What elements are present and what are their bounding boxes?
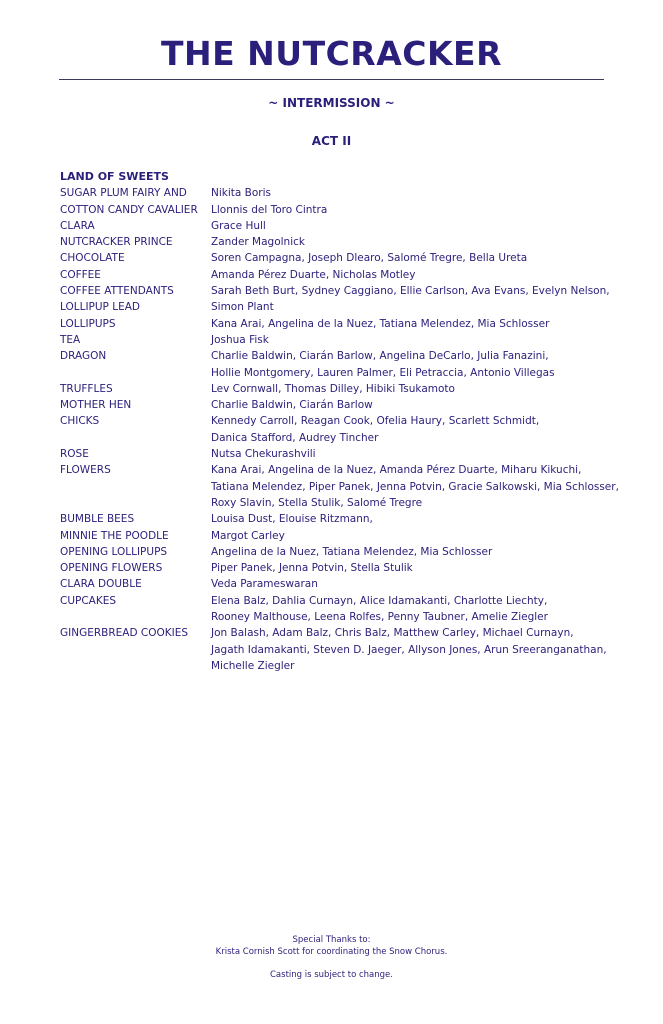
- performer-names: [211, 462, 620, 511]
- cast-row: [60, 576, 620, 592]
- performer-line: Charlie Baldwin, Ciarán Barlow: [211, 399, 373, 412]
- performer-line: Angelina de la Nuez, Tatiana Melendez, Mia Schlosser: [211, 545, 493, 558]
- role-name: DRAGON: [60, 350, 107, 363]
- page-title: THE NUTCRACKER: [161, 34, 502, 73]
- special-thanks-heading: Special Thanks to:: [292, 935, 371, 945]
- cast-row: [60, 218, 620, 234]
- performer-line: Grace Hull: [211, 219, 266, 232]
- performer-names: [211, 625, 620, 674]
- performer-names: [211, 202, 620, 218]
- role-name: COFFEE: [60, 268, 101, 281]
- performer-line: Hollie Montgomery, Lauren Palmer, Eli Petraccia, Antonio Villegas: [211, 366, 555, 379]
- performer-line: Piper Panek, Jenna Potvin, Stella Stulik: [211, 562, 413, 575]
- role-name: BUMBLE BEES: [60, 513, 135, 526]
- cast-row: [60, 446, 620, 462]
- performer-line: Kana Arai, Angelina de la Nuez, Amanda Pérez Duarte, Miharu Kikuchi,: [211, 464, 582, 477]
- intermission-heading: ~ INTERMISSION ~: [268, 96, 395, 110]
- role-name: CHICKS: [60, 415, 100, 428]
- performer-names: [211, 593, 620, 626]
- cast-row: [60, 462, 620, 511]
- role-name: CHOCOLATE: [60, 252, 125, 265]
- role-name: LOLLIPUPS: [60, 317, 116, 330]
- performer-names: [211, 316, 620, 332]
- performer-line: Michelle Ziegler: [211, 659, 295, 672]
- title-divider: [59, 79, 604, 80]
- cast-row: [60, 511, 620, 527]
- performer-line: Lev Cornwall, Thomas Dilley, Hibiki Tsukamoto: [211, 382, 455, 395]
- performer-names: [211, 348, 620, 381]
- role-name: COFFEE ATTENDANTS: [60, 285, 174, 298]
- performer-names: [211, 267, 620, 283]
- performer-names: [211, 381, 620, 397]
- performer-line: Veda Parameswaran: [211, 578, 318, 591]
- performer-line: Rooney Malthouse, Leena Rolfes, Penny Taubner, Amelie Ziegler: [211, 611, 548, 624]
- performer-names: [211, 397, 620, 413]
- footer: [0, 934, 663, 981]
- cast-row: [60, 381, 620, 397]
- cast-row: [60, 234, 620, 250]
- role-name: FLOWERS: [60, 464, 111, 477]
- role-name: TRUFFLES: [60, 382, 113, 395]
- cast-row: [60, 528, 620, 544]
- performer-names: [211, 576, 620, 592]
- role-name: ROSE: [60, 448, 89, 461]
- performer-line: Kana Arai, Angelina de la Nuez, Tatiana Melendez, Mia Schlosser: [211, 317, 550, 330]
- casting-disclaimer: Casting is subject to change.: [270, 970, 393, 980]
- cast-row: [60, 348, 620, 381]
- performer-names: [211, 185, 620, 201]
- performer-line: Jagath Idamakanti, Steven D. Jaeger, Allyson Jones, Arun Sreeranganathan,: [211, 643, 607, 656]
- performer-line: Amanda Pérez Duarte, Nicholas Motley: [211, 268, 416, 281]
- role-name: CLARA: [60, 219, 95, 232]
- performer-names: [211, 299, 620, 315]
- cast-row: [60, 283, 620, 299]
- role-name: MOTHER HEN: [60, 399, 132, 412]
- performer-line: Zander Magolnick: [211, 236, 305, 249]
- cast-row: [60, 413, 620, 446]
- performer-names: [211, 560, 620, 576]
- role-name: GINGERBREAD COOKIES: [60, 627, 189, 640]
- role-name: NUTCRACKER PRINCE: [60, 236, 173, 249]
- role-name: OPENING FLOWERS: [60, 562, 163, 575]
- performer-names: [211, 544, 620, 560]
- act-heading: ACT II: [311, 134, 352, 148]
- cast-row: [60, 185, 620, 201]
- cast-row: [60, 299, 620, 315]
- performer-line: Nikita Boris: [211, 187, 271, 200]
- performer-line: Tatiana Melendez, Piper Panek, Jenna Potvin, Gracie Salkowski, Mia Schlosser,: [211, 480, 619, 493]
- role-name: COTTON CANDY CAVALIER: [60, 203, 198, 216]
- role-name: OPENING LOLLIPUPS: [60, 545, 168, 558]
- performer-line: Soren Campagna, Joseph Dlearo, Salomé Tregre, Bella Ureta: [211, 252, 528, 265]
- performer-line: Danica Stafford, Audrey Tincher: [211, 431, 379, 444]
- performer-names: [211, 511, 620, 527]
- special-thanks-line: Krista Cornish Scott for coordinating the Snow Chorus.: [215, 947, 448, 957]
- cast-row: [60, 250, 620, 266]
- performer-line: Nutsa Chekurashvili: [211, 448, 316, 461]
- performer-line: Jon Balash, Adam Balz, Chris Balz, Matthew Carley, Michael Curnayn,: [211, 627, 574, 640]
- role-name: LOLLIPUP LEAD: [60, 301, 140, 314]
- performer-line: Kennedy Carroll, Reagan Cook, Ofelia Haury, Scarlett Schmidt,: [211, 415, 540, 428]
- performer-names: [211, 283, 620, 299]
- performer-names: [211, 218, 620, 234]
- performer-names: [211, 446, 620, 462]
- role-name: SUGAR PLUM FAIRY AND: [60, 187, 187, 200]
- performer-names: [211, 234, 620, 250]
- role-name: CUPCAKES: [60, 594, 117, 607]
- role-name: TEA: [60, 333, 81, 346]
- performer-line: Roxy Slavin, Stella Stulik, Salomé Tregre: [211, 496, 423, 509]
- performer-line: Llonnis del Toro Cintra: [211, 203, 328, 216]
- performer-line: Simon Plant: [211, 301, 274, 314]
- performer-line: Sarah Beth Burt, Sydney Caggiano, Ellie Carlson, Ava Evans, Evelyn Nelson,: [211, 285, 610, 298]
- performer-line: Charlie Baldwin, Ciarán Barlow, Angelina DeCarlo, Julia Fanazini,: [211, 350, 549, 363]
- cast-row: [60, 316, 620, 332]
- cast-rows: [60, 185, 620, 674]
- performer-names: [211, 413, 620, 446]
- performer-line: Elena Balz, Dahlia Curnayn, Alice Idamakanti, Charlotte Liechty,: [211, 594, 548, 607]
- cast-row: [60, 397, 620, 413]
- cast-row: [60, 202, 620, 218]
- cast-row: [60, 544, 620, 560]
- cast-row: [60, 267, 620, 283]
- performer-line: Joshua Fisk: [211, 333, 269, 346]
- cast-row: [60, 332, 620, 348]
- footer-spacer: [0, 958, 663, 969]
- cast-list: [60, 169, 620, 674]
- performer-names: [211, 528, 620, 544]
- cast-row: [60, 560, 620, 576]
- role-name: CLARA DOUBLE: [60, 578, 142, 591]
- performer-line: Margot Carley: [211, 529, 285, 542]
- section-heading: LAND OF SWEETS: [60, 170, 169, 183]
- cast-row: [60, 625, 620, 674]
- cast-row: [60, 593, 620, 626]
- performer-line: Louisa Dust, Elouise Ritzmann,: [211, 513, 373, 526]
- performer-names: [211, 332, 620, 348]
- performer-names: [211, 250, 620, 266]
- role-name: MINNIE THE POODLE: [60, 529, 169, 542]
